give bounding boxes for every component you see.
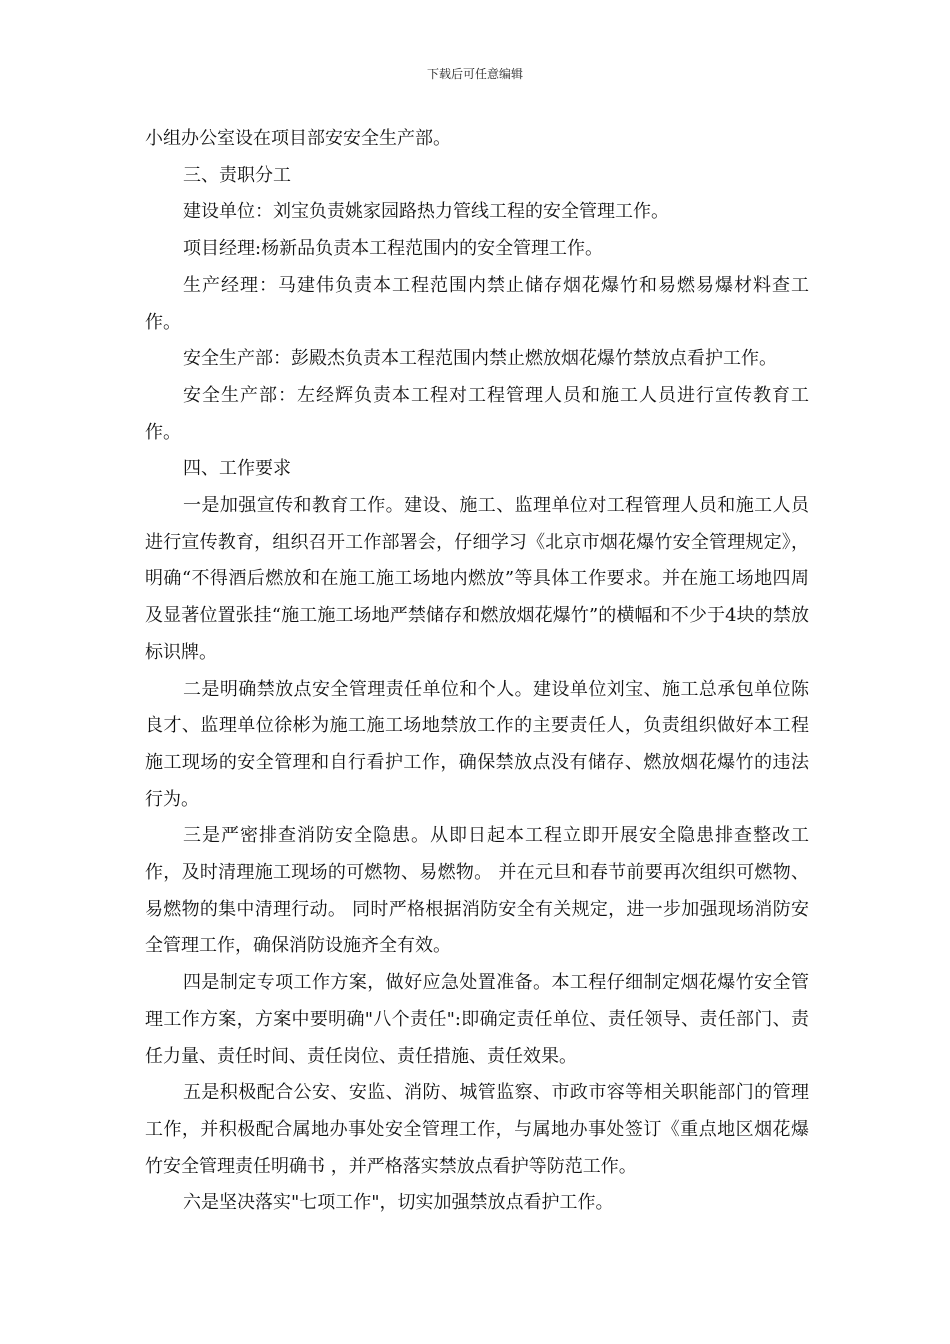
section-heading-responsibilities: 三、责职分工: [183, 164, 291, 186]
paragraph-project-manager: 项目经理:杨新品负责本工程范围内的安全管理工作。: [183, 238, 604, 260]
section-heading-requirements: 四、工作要求: [183, 458, 291, 480]
paragraph-construction-unit: 建设单位：刘宝负责姚家园路热力管线工程的安全管理工作。: [183, 201, 669, 223]
paragraph-requirement-4: 四是制定专项工作方案，做好应急处置准备。本工程仔细制定烟花爆竹安全管理工作方案，方案中要明确"八个责任":即确定责任单位、责任领导、责任部门、责任力量、责任时间、责任岗位、责任措施、责任效果。: [145, 972, 809, 1067]
page-header-note: 下载后可任意编辑: [426, 67, 523, 81]
paragraph-requirement-5: 五是积极配合公安、安监、消防、城管监察、市政市容等相关职能部门的管理工作，并积极配合属地办事处安全管理工作，与属地办事处签订《重点地区烟花爆竹安全管理责任明确书 ，并严格落实禁放点看护等防范工作。: [145, 1082, 809, 1177]
paragraph-safety-dept-peng: 安全生产部：彭殿杰负责本工程范围内禁止燃放烟花爆竹禁放点看护工作。: [183, 348, 777, 370]
paragraph-safety-dept-zuo: 安全生产部：左经辉负责本工程对工程管理人员和施工人员进行宣传教育工作。: [145, 384, 809, 443]
paragraph-requirement-2: 二是明确禁放点安全管理责任单位和个人。建设单位刘宝、施工总承包单位陈良才、监理单位徐彬为施工施工场地禁放工作的主要责任人，负责组织做好本工程施工现场的安全管理和自行看护工作，确保禁放点没有储存、燃放烟花爆竹的违法行为。: [145, 678, 809, 810]
paragraph-production-manager: 生产经理：马建伟负责本工程范围内禁止储存烟花爆竹和易燃易爆材料查工作。: [145, 274, 809, 333]
paragraph-office-location: 小组办公室设在项目部安安全生产部。: [145, 128, 451, 149]
paragraph-requirement-1: 一是加强宣传和教育工作。建设、施工、监理单位对工程管理人员和施工人员进行宣传教育，组织召开工作部署会，仔细学习《北京市烟花爆竹安全管理规定》，明确“不得酒后燃放和在施工施工场地内燃放”等具体工作要求。并在施工场地四周及显著位置张挂“施工施工场地严禁储存和燃放烟花爆竹”的横幅和不少于4块的禁放标识牌。: [145, 495, 809, 663]
paragraph-requirement-3: 三是严密排查消防安全隐患。从即日起本工程立即开展安全隐患排查整改工作，及时清理施工现场的可燃物、易燃物。 并在元旦和春节前要再次组织可燃物、易燃物的集中清理行动。 同时严格根据消防安全有关规定，进一步加强现场消防安全管理工作，确保消防设施齐全有效。: [145, 825, 809, 957]
document-body: [145, 121, 809, 1222]
paragraph-requirement-6: 六是坚决落实"七项工作"，切实加强禁放点看护工作。: [183, 1192, 614, 1214]
